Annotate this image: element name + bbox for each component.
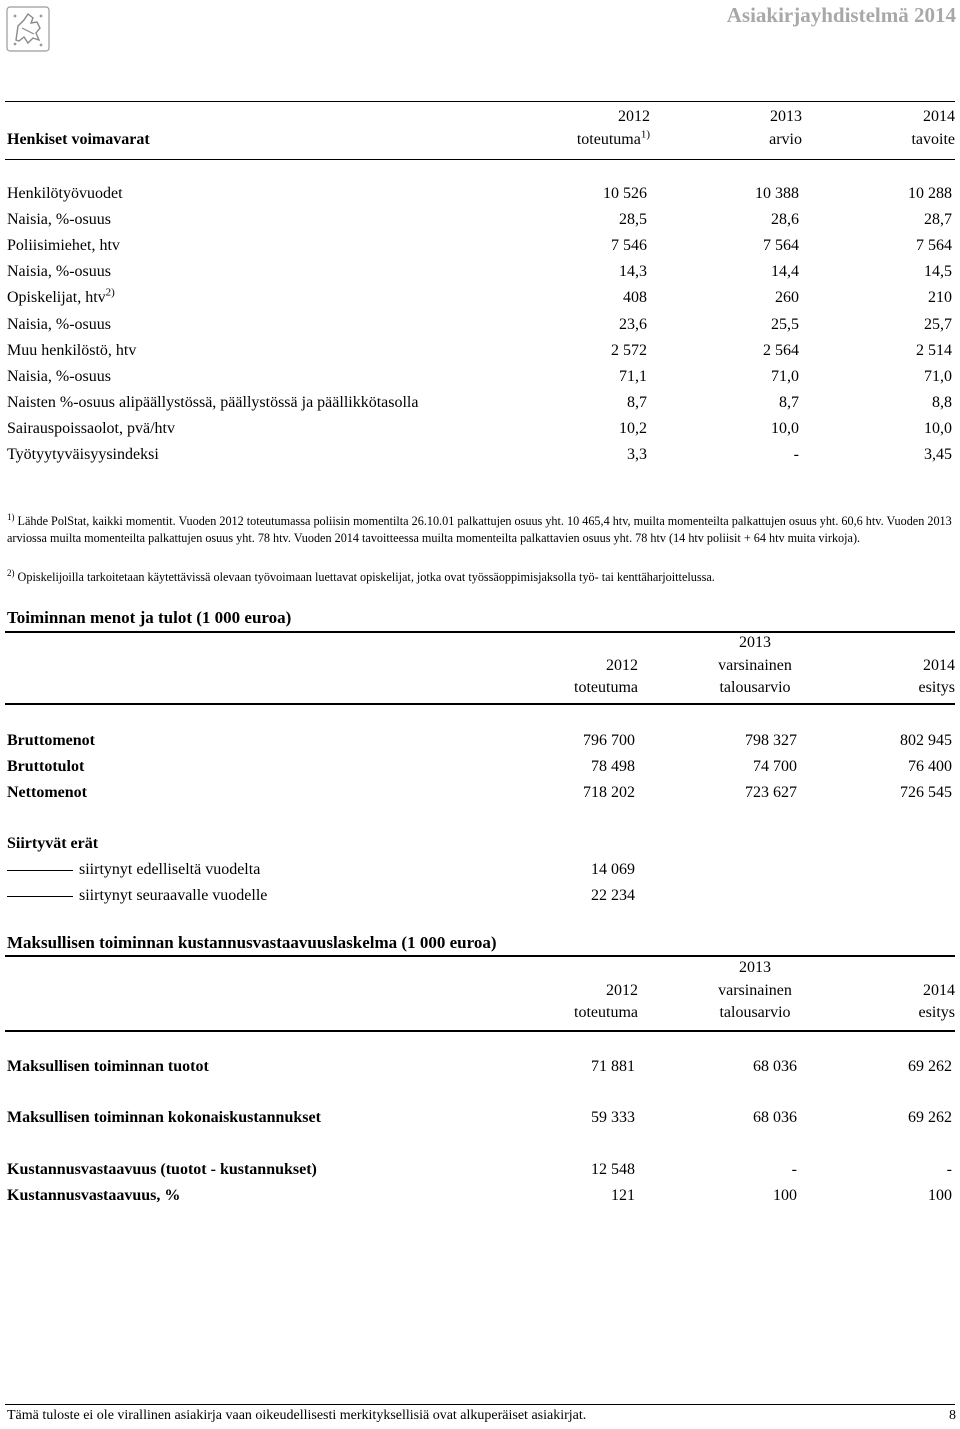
row-value: 8,7: [627, 394, 647, 411]
row-value: -: [791, 1161, 797, 1178]
row-value: 718 202: [583, 784, 635, 801]
expenses-column-header-line: varsinainen: [718, 656, 792, 674]
costing-column-header-line: toteutuma: [574, 1004, 638, 1021]
table-top-rule: [5, 101, 955, 102]
personnel-col-2013-sub: arvio: [769, 131, 802, 148]
row-label-text: Sairauspoissaolot, pvä/htv: [7, 420, 175, 437]
row-label: Maksullisen toiminnan kokonaiskustannukset: [7, 1109, 321, 1126]
row-value: 3,3: [627, 446, 647, 463]
costing-column-header-line: 2013: [739, 959, 771, 976]
table-row: [7, 393, 955, 413]
row-label: [7, 367, 111, 387]
row-value: 3,45: [924, 446, 952, 463]
row-value: 71 881: [591, 1058, 635, 1075]
row-value: 78 498: [591, 758, 635, 775]
row-label-text: Henkilötyövuodet: [7, 185, 123, 202]
row-value: 69 262: [908, 1058, 952, 1075]
personnel-col-2012-year: 2012: [618, 108, 650, 125]
expenses-top-rule: [5, 631, 955, 633]
row-label: [7, 288, 115, 308]
table-row: [7, 783, 955, 803]
table-row: [7, 367, 955, 387]
costing-column-header-line: talousarvio: [719, 1004, 791, 1021]
row-value: 10 288: [908, 185, 952, 202]
personnel-col-2013-year: 2013: [770, 108, 802, 125]
row-value: 7 564: [763, 237, 799, 254]
personnel-col-2014-year: 2014: [923, 108, 955, 125]
row-value: 25,5: [771, 316, 799, 333]
row-value: 74 700: [753, 758, 797, 775]
row-value: 10 388: [755, 185, 799, 202]
row-value: 14,4: [771, 263, 799, 280]
row-value: 8,8: [932, 394, 952, 411]
row-value: 22 234: [591, 887, 635, 904]
table-row: [7, 210, 955, 230]
personnel-col-2012-sub: toteutuma$^{1)}$: [576, 128, 650, 148]
row-label: Nettomenot: [7, 784, 87, 801]
row-value: 796 700: [583, 732, 635, 749]
row-label-text: siirtynyt edelliseltä vuodelta: [79, 861, 261, 878]
expenses-header-rule: [5, 703, 955, 705]
table-row: [7, 419, 955, 439]
expenses-column-header-line: 2012: [606, 656, 638, 674]
row-value: 723 627: [745, 784, 797, 801]
expenses-column-header-line: toteutuma: [574, 679, 638, 696]
row-label-text: Poliisimiehet, htv: [7, 237, 120, 254]
row-value: 12 548: [591, 1161, 635, 1178]
expenses-column-header-line: talousarvio: [719, 679, 791, 696]
expenses-column-header-line: 2013: [739, 634, 771, 651]
table-row: [7, 757, 955, 777]
row-value: 71,0: [771, 368, 799, 385]
row-value: -: [946, 1161, 952, 1178]
footnote: [7, 509, 955, 547]
row-label: [7, 315, 111, 335]
row-value: 71,1: [619, 368, 647, 385]
row-value: 28,6: [771, 211, 799, 228]
row-label: Bruttotulot: [7, 758, 85, 775]
document-title: Asiakirjayhdistelmä 2014: [726, 3, 956, 27]
table-row: [7, 288, 955, 308]
row-value: 23,6: [619, 316, 647, 333]
row-label-text: Naisia, %-osuus: [7, 263, 111, 280]
table-row: [7, 341, 955, 361]
coat-of-arms-lion-icon: [6, 6, 50, 52]
row-value: 69 262: [908, 1109, 952, 1126]
row-label-text: Työtyytyväisyysindeksi: [7, 446, 159, 463]
row-label: [7, 860, 260, 880]
row-value: 10 526: [603, 185, 647, 202]
row-value: 798 327: [745, 732, 797, 749]
row-value: 10,2: [619, 420, 647, 437]
table-row: [7, 184, 955, 204]
row-label: [7, 393, 418, 413]
row-label: Maksullisen toiminnan tuotot: [7, 1058, 209, 1075]
table-row: [7, 886, 955, 906]
row-label-text: Opiskelijat, htv: [7, 289, 106, 306]
row-label: [7, 886, 267, 906]
row-label: Kustannusvastaavuus, %: [7, 1187, 181, 1204]
row-value: 210: [928, 289, 952, 306]
row-value: 408: [623, 289, 647, 306]
row-label: [7, 341, 136, 361]
table-row: [7, 236, 955, 256]
footer-disclaimer: Tämä tuloste ei ole virallinen asiakirja vaan oikeudellisesti merkityksellisiä ovat alkuperäiset asiakirjat.: [7, 1408, 587, 1423]
row-value: 76 400: [908, 758, 952, 775]
row-value: 726 545: [900, 784, 952, 801]
dash-marker: [7, 896, 73, 897]
footnote-text: Lähde PolStat, kaikki momentit. Vuoden 2012 toteutumassa poliisin momentilta 26.10.01 palkattujen osuus yht. 10 465,4 htv, muilta momenteilta palkattujen osuus yht. 60,6 htv. Vuoden 2013 arviossa muilta momenteilta palkattujen osuus yht. 78 htv. Vuoden 2014 tavoitteessa muilta momenteilta palkattavien osuus yht. 78 htv (14 htv poliisit + 64 htv muita virkoja).: [7, 514, 952, 546]
footnote-marker: 2): [7, 568, 15, 578]
footnote-text: Opiskelijoilla tarkoitetaan käytettävissä olevaan työvoimaan luettavat opiskelijat, jotka ovat työssäoppimisjaksolla työ- tai kenttäharjoittelussa.: [17, 570, 715, 585]
row-value: 14,5: [924, 263, 952, 280]
page-number: 8: [949, 1408, 956, 1423]
footnote-marker: 2): [105, 286, 115, 299]
expenses-column-header-line: esitys: [918, 679, 955, 696]
row-value: 14,3: [619, 263, 647, 280]
row-value: 59 333: [591, 1109, 635, 1126]
row-value: 8,7: [779, 394, 799, 411]
row-value: 2 514: [916, 342, 952, 359]
row-value: 7 546: [611, 237, 647, 254]
row-label-text: Naisten %-osuus alipäällystössä, päällystössä ja päällikkötasolla: [7, 394, 419, 411]
row-label: [7, 236, 120, 256]
row-value: 28,7: [924, 211, 952, 228]
expenses-column-header-line: 2014: [923, 656, 955, 674]
transfers-title: Siirtyvät erät: [7, 835, 99, 852]
row-value: 28,5: [619, 211, 647, 228]
row-value: 25,7: [924, 316, 952, 333]
costing-column-header-line: 2014: [923, 981, 955, 999]
row-label-text: Naisia, %-osuus: [7, 368, 111, 385]
row-label: [7, 210, 111, 230]
row-label-text: siirtynyt seuraavalle vuodelle: [79, 887, 268, 904]
row-value: 121: [611, 1187, 635, 1204]
row-value: 71,0: [924, 368, 952, 385]
row-value: 260: [775, 289, 799, 306]
costing-section-title: Maksullisen toiminnan kustannusvastaavuuslaskelma (1 000 euroa): [7, 933, 497, 952]
costing-column-header-line: esitys: [918, 1004, 955, 1021]
row-label-text: Naisia, %-osuus: [7, 211, 111, 228]
table-row: [7, 445, 955, 465]
dash-marker: [7, 870, 73, 871]
row-label: [7, 419, 175, 439]
costing-top-rule: [5, 955, 955, 957]
table-row: [7, 1108, 955, 1128]
row-value: 10,0: [771, 420, 799, 437]
costing-header-rule: [5, 1030, 955, 1032]
row-label: Kustannusvastaavuus (tuotot - kustannukset): [7, 1161, 317, 1178]
row-value: 10,0: [924, 420, 952, 437]
table-row: [7, 1057, 955, 1077]
table-header-rule: [5, 159, 955, 160]
row-value: 2 564: [763, 342, 799, 359]
row-value: 2 572: [611, 342, 647, 359]
row-value: 14 069: [591, 861, 635, 878]
table-row: [7, 860, 955, 880]
expenses-section-title: Toiminnan menot ja tulot (1 000 euroa): [7, 608, 292, 627]
table-row: [7, 262, 955, 282]
personnel-col-2014-sub: tavoite: [911, 131, 955, 148]
row-label-text: Naisia, %-osuus: [7, 316, 111, 333]
table-row: [7, 1160, 955, 1180]
row-value: 802 945: [900, 732, 952, 749]
table-row: [7, 731, 955, 751]
row-label: [7, 184, 123, 204]
row-label: [7, 262, 111, 282]
row-value: -: [793, 446, 799, 463]
costing-column-header-line: 2012: [606, 981, 638, 999]
footnote-marker: 1): [7, 512, 15, 522]
costing-column-header-line: varsinainen: [718, 981, 792, 999]
row-value: 68 036: [753, 1109, 797, 1126]
row-label: [7, 445, 159, 465]
row-value: 7 564: [916, 237, 952, 254]
row-value: 100: [928, 1187, 952, 1204]
table-row: [7, 315, 955, 335]
row-value: 68 036: [753, 1058, 797, 1075]
footnote: [7, 565, 955, 586]
row-label-text: Muu henkilöstö, htv: [7, 342, 137, 359]
row-label: Bruttomenot: [7, 732, 95, 749]
personnel-table-title: Henkiset voimavarat: [7, 131, 150, 148]
row-value: 100: [773, 1187, 797, 1204]
table-row: [7, 1186, 955, 1206]
footer-rule: [5, 1404, 955, 1405]
